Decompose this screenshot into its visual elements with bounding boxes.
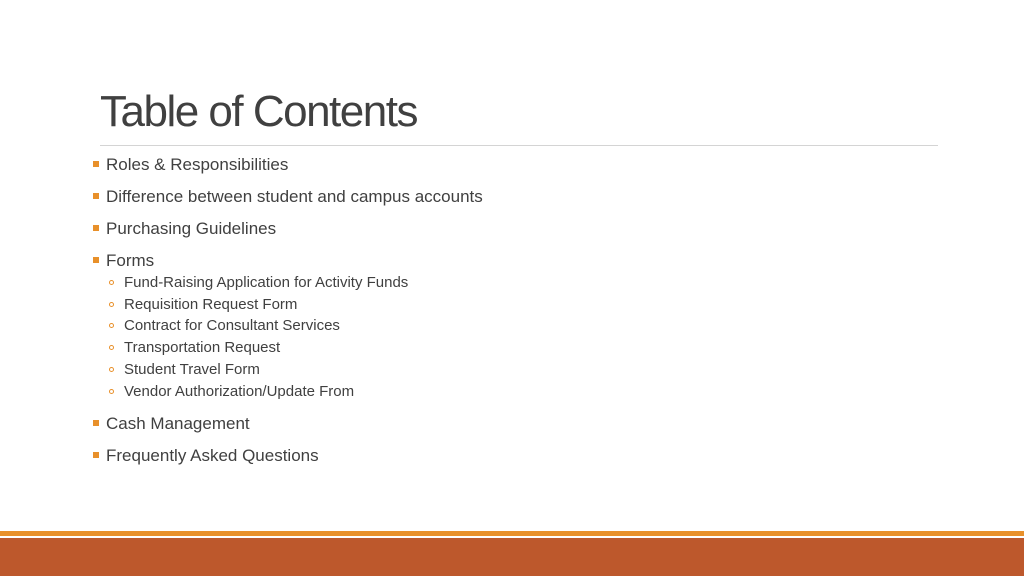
- circle-bullet-icon: [109, 323, 114, 328]
- sublist-item-label: Contract for Consultant Services: [124, 317, 340, 335]
- sublist-item: [92, 359, 932, 381]
- list-item-cash-management: [92, 413, 932, 435]
- footer-accent-line: [0, 531, 1024, 536]
- circle-bullet-icon: [109, 280, 114, 285]
- sublist-item-label: Requisition Request Form: [124, 295, 298, 313]
- sublist-item: [92, 337, 932, 359]
- circle-bullet-icon: [109, 389, 114, 394]
- square-bullet-icon: [93, 257, 99, 263]
- list-item-label: Forms: [106, 251, 155, 270]
- square-bullet-icon: [93, 193, 99, 199]
- square-bullet-icon: [93, 420, 99, 426]
- forms-sublist: [92, 272, 932, 402]
- list-item-label: Frequently Asked Questions: [106, 446, 319, 466]
- sublist-item-label: Vendor Authorization/Update From: [124, 382, 355, 400]
- sublist-item-label: Transportation Request: [124, 339, 281, 357]
- title-divider: [100, 145, 938, 146]
- sublist-item: [92, 294, 932, 316]
- square-bullet-icon: [93, 452, 99, 458]
- square-bullet-icon: [93, 225, 99, 231]
- contents-list: [92, 154, 932, 467]
- list-item-faq: [92, 445, 932, 467]
- list-item-label: Purchasing Guidelines: [106, 219, 277, 238]
- sublist-item: [92, 381, 932, 403]
- list-item-difference: [92, 186, 932, 208]
- footer-band: [0, 538, 1024, 576]
- list-item-label: Roles & Responsibilities: [106, 155, 289, 174]
- circle-bullet-icon: [109, 302, 114, 307]
- sublist-item: [92, 315, 932, 337]
- slide-title: Table of Contents: [100, 87, 417, 136]
- list-item-purchasing: [92, 218, 932, 240]
- list-item-label: Difference between student and campus accounts: [106, 187, 483, 206]
- sublist-item-label: Fund-Raising Application for Activity Funds: [124, 274, 409, 291]
- list-item-forms: [92, 250, 932, 272]
- list-item-label: Cash Management: [106, 414, 250, 434]
- square-bullet-icon: [93, 161, 99, 167]
- list-item-roles: [92, 154, 932, 176]
- sublist-item-label: Student Travel Form: [124, 360, 260, 378]
- sublist-item: [92, 272, 932, 294]
- circle-bullet-icon: [109, 345, 114, 350]
- circle-bullet-icon: [109, 367, 114, 372]
